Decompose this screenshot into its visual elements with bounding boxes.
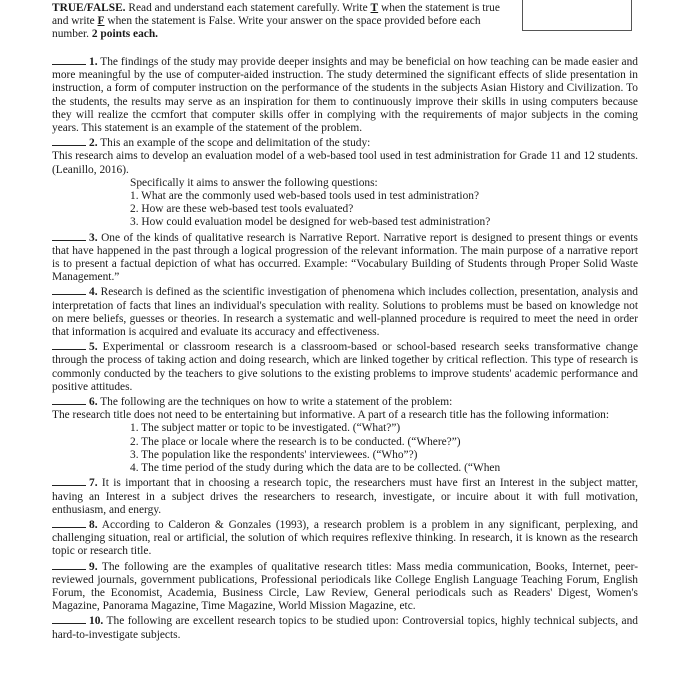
question-number: 8. xyxy=(89,518,98,531)
question-number: 9. xyxy=(89,560,98,573)
answer-blank-4[interactable] xyxy=(52,284,86,295)
question-text: The findings of the study may provide deeper insights and may be beneficial on how teaching can be made easier and more meaningful by the use of computer-aided instruction. The study determined the significant effects of slide presentation in instruction, a form of computer instruction on the performance of the students in the subjects Asian History and Civilization. To the students, the results may serve as an inspiration for them to continuously improve their skills in using computers because they will realize the ccmfort that computer skills offer in complying with the requirements of major subjects in the coming years. This statement is an example of the statement of the problem. xyxy=(52,56,638,135)
question-text: The following are the examples of qualitative research titles: Mass media communication, Books, Internet, peer-reviewed journals, government publications, Professional periodicals like College English Language Teaching Forum, English Forum, the Economist, Academia, Business Circle, Law Review, General periodicals such as Readers' Digest, Women's Magazine, Panorama Magazine, Time Magazine, World Mission Magazine, etc. xyxy=(52,560,638,613)
question-number: 6. xyxy=(89,396,98,409)
question-2-paragraph: This research aims to develop an evaluation model of a web-based tool used in test administration for Grade 11 and 12 students. (Leanillo, 2016). xyxy=(52,150,638,176)
list-item: 3. How could evaluation model be designed for web-based test administration? xyxy=(130,216,491,229)
question-2-intro: Specifically it aims to answer the following questions: xyxy=(130,176,378,189)
score-box xyxy=(522,0,632,31)
question-text: According to Calderon & Gonzales (1993), a research problem is a problem in any significant, perplexing, and challenging situation, real or artificial, the solution of which requires reflexive thinking. In research, it is known as the research topic or research title. xyxy=(52,518,638,558)
question-6-list xyxy=(52,422,638,475)
false-letter: F xyxy=(97,15,105,28)
question-6-paragraph: The research title does not need to be entertaining but informative. A part of a research title has the following information: xyxy=(52,409,610,422)
answer-blank-5[interactable] xyxy=(52,339,86,350)
instructions-header xyxy=(52,2,514,42)
question-text: This an example of the scope and delimitation of the study: xyxy=(97,137,371,150)
list-item: 3. The population like the respondents' interviewees. (“Who”?) xyxy=(130,448,418,461)
answer-blank-9[interactable] xyxy=(52,559,86,570)
question-number: 3. xyxy=(89,231,98,244)
question-text: The following are excellent research topics to be studied upon: Controversial topics, highly technical subjects, and hard-to-investigate subjects. xyxy=(52,615,638,641)
question-10 xyxy=(52,613,638,641)
instructions-text-3: when the statement is False. Write your answer on the space provided before each number. xyxy=(52,15,481,41)
question-number: 1. xyxy=(89,56,98,68)
list-item: 2. How are these web-based test tools evaluated? xyxy=(130,203,354,216)
question-5 xyxy=(52,339,638,394)
question-text: It is important that in choosing a research topic, the researchers must have first an Interest in the subject matter, having an Interest in a subject drives the researchers to research, investigate, or incuire about it with full motivation, enthusiasm, and energy. xyxy=(52,477,638,516)
answer-blank-1[interactable] xyxy=(52,54,86,65)
question-6 xyxy=(52,394,638,409)
question-number: 7. xyxy=(89,477,98,490)
question-text: Research is defined as the scientific investigation of phenomena which includes collection, presentation, analysis and interpretation of facts that lines an individual's speculation with reality. Solutions to problems must be based on knowledge not on mere beliefs, guesses or theories. In research a systematic and well-planned procedure is required to meet the need in order that information is acquired and evaluate its accuracy and effectiveness. xyxy=(52,286,638,339)
instructions-text-1: Read and understand each statement carefully. Write xyxy=(125,2,371,14)
list-item: 1. What are the commonly used web-based tools used in test administration? xyxy=(130,190,480,203)
points-label: 2 points each. xyxy=(91,28,159,41)
answer-blank-8[interactable] xyxy=(52,517,86,528)
question-8 xyxy=(52,517,638,559)
list-item: 4. The time period of the study during which the data are to be collected. (“When xyxy=(130,462,501,475)
question-list xyxy=(52,54,638,642)
answer-blank-2[interactable] xyxy=(52,135,86,146)
answer-blank-6[interactable] xyxy=(52,394,86,405)
answer-blank-10[interactable] xyxy=(52,613,86,624)
question-3 xyxy=(52,230,638,285)
question-2 xyxy=(52,135,638,150)
list-item: 2. The place or locale where the research is to be conducted. (“Where?”) xyxy=(130,435,461,448)
question-number: 5. xyxy=(89,341,98,354)
true-letter: T xyxy=(370,2,379,14)
question-number: 10. xyxy=(89,615,104,628)
list-item: 1. The subject matter or topic to be investigated. (“What?”) xyxy=(130,422,401,435)
instructions-text-2: when the statement is true and write xyxy=(52,2,500,28)
question-9 xyxy=(52,559,638,614)
question-4 xyxy=(52,284,638,339)
question-number: 2. xyxy=(89,137,98,150)
question-text: The following are the techniques on how to write a statement of the problem: xyxy=(97,396,453,409)
question-7 xyxy=(52,475,638,517)
question-text: One of the kinds of qualitative research is Narrative Report. Narrative report is designed to present things or events that have happened in the past through a logical progression of the relevant information. The main purpose of a narrative report is to present a factual depiction of what has occurred. Example: “Vocabulary Building of Students through Proper Solid Waste Management.” xyxy=(52,231,638,284)
answer-blank-3[interactable] xyxy=(52,230,86,241)
question-text: Experimental or classroom research is a classroom-based or school-based research seeks transformative change through the process of taking action and doing research, which are linked together by critical reflection. This type of research is commonly conducted by the teachers to give solutions to the existing problems to improve students' academic performance and positive attitudes. xyxy=(52,341,638,393)
section-title: TRUE/FALSE. xyxy=(52,2,126,14)
question-1 xyxy=(52,54,638,135)
question-number: 4. xyxy=(89,286,98,299)
question-2-list xyxy=(52,190,638,230)
answer-blank-7[interactable] xyxy=(52,475,86,486)
